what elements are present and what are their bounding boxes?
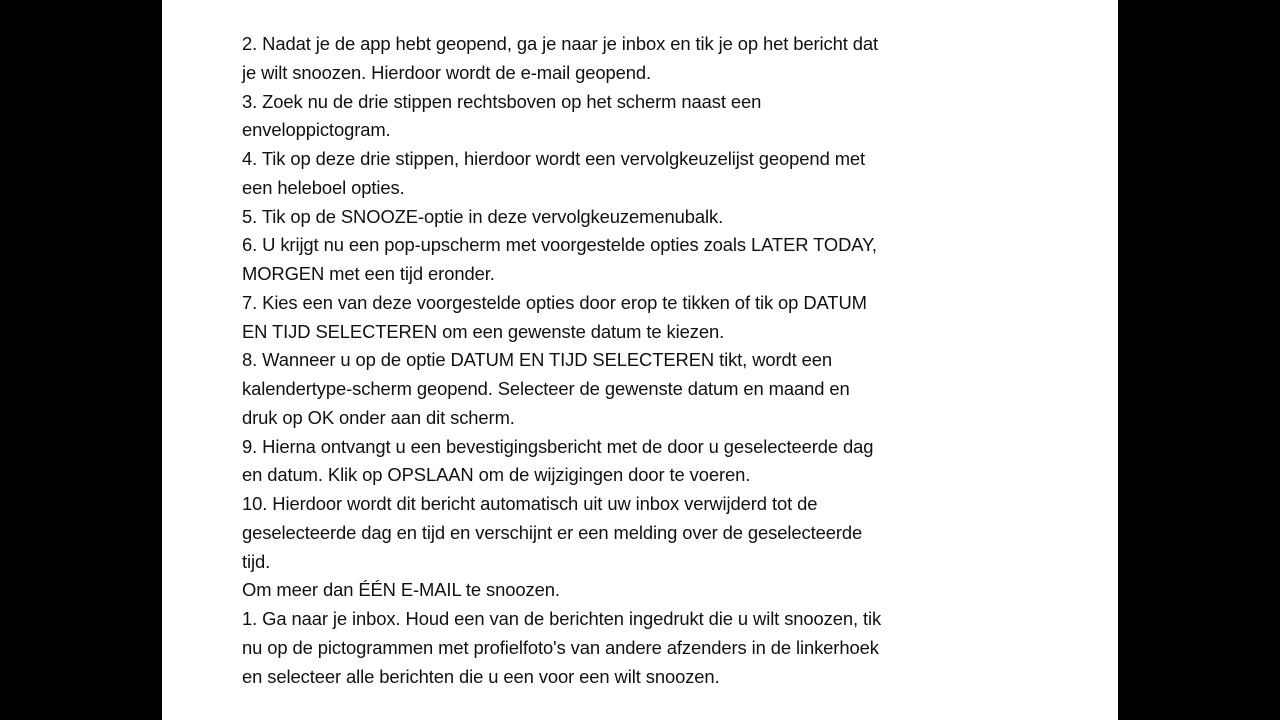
text-line: 9. Hierna ontvangt u een bevestigingsbericht met de door u geselecteerde dag <box>242 435 874 457</box>
text-line: tijd. <box>242 550 271 572</box>
text-line: 10. Hierdoor wordt dit bericht automatisch uit uw inbox verwijderd tot de <box>242 493 818 514</box>
instruction-text <box>242 30 881 691</box>
text-line: EN TIJD SELECTEREN om een gewenste datum te kiezen. <box>242 320 725 342</box>
text-line: enveloppictogram. <box>242 119 391 141</box>
text-line: nu op de pictogrammen met profielfoto's van andere afzenders in de linkerhoek <box>242 636 879 658</box>
text-line: 4. Tik op deze drie stippen, hierdoor wordt een vervolgkeuzelijst geopend met <box>242 148 866 169</box>
text-line: en selecteer alle berichten die u een voor een wilt snoozen. <box>242 665 720 687</box>
text-line: 1. Ga naar je inbox. Houd een van de berichten ingedrukt die u wilt snoozen, tik <box>242 608 882 629</box>
text-line: 6. U krijgt nu een pop-upscherm met voorgestelde opties zoals LATER TODAY, <box>242 234 877 256</box>
text-line: een heleboel opties. <box>242 176 405 198</box>
text-line: 8. Wanneer u op de optie DATUM EN TIJD SELECTEREN tikt, wordt een <box>242 349 833 371</box>
text-line: 7. Kies een van deze voorgestelde opties door erop te tikken of tik op DATUM <box>242 291 867 313</box>
text-line: kalendertype-scherm geopend. Selecteer de gewenste datum en maand en <box>242 378 850 399</box>
text-line: je wilt snoozen. Hierdoor wordt de e-mail geopend. <box>242 61 652 83</box>
text-line: 2. Nadat je de app hebt geopend, ga je naar je inbox en tik je op het bericht dat <box>242 33 879 54</box>
text-line: 5. Tik op de SNOOZE-optie in deze vervolgkeuzemenubalk. <box>242 205 724 227</box>
text-line: MORGEN met een tijd eronder. <box>242 263 495 284</box>
text-line: geselecteerde dag en tijd en verschijnt er een melding over de geselecteerde <box>242 521 863 543</box>
text-line: en datum. Klik op OPSLAAN om de wijzigingen door te voeren. <box>242 464 751 486</box>
document-page <box>162 0 1118 720</box>
text-line: druk op OK onder aan dit scherm. <box>242 406 515 428</box>
text-line: 3. Zoek nu de drie stippen rechtsboven op het scherm naast een <box>242 90 762 112</box>
text-line: Om meer dan ÉÉN E-MAIL te snoozen. <box>242 579 560 601</box>
